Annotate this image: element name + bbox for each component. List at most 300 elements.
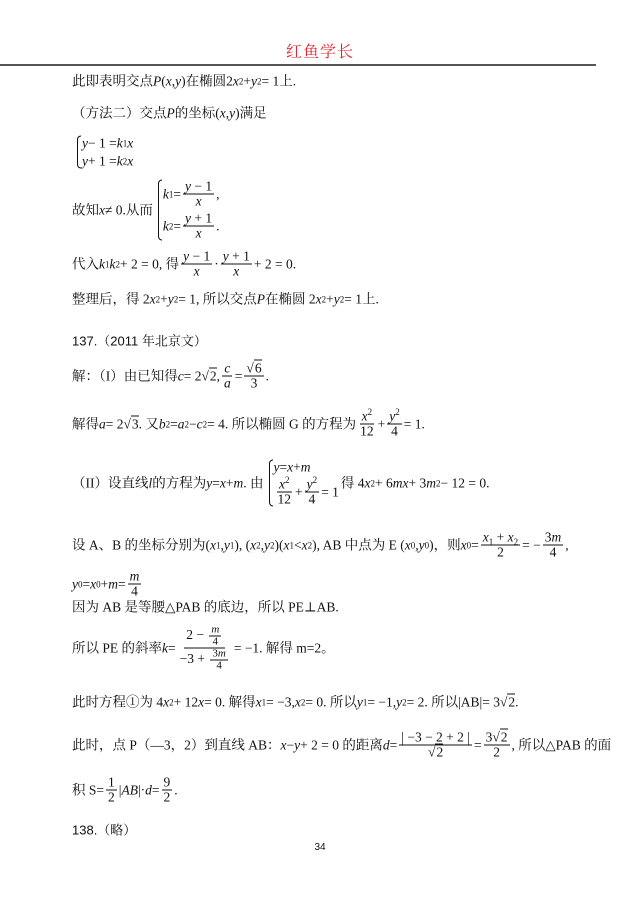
text-line: 此时方程①为 4 x 2 + 12 x = 0. 解得 x 1 = −3, x 2 = 0. 所以 y 1 = −1, y 2 = 2. 所以|AB|= 3 √2 . — [72, 694, 519, 710]
math-variable: a — [177, 416, 185, 432]
text-run: = — [389, 737, 398, 753]
math-variable: a — [224, 375, 231, 391]
text-line — [72, 823, 136, 838]
denominator — [495, 546, 506, 560]
brace-top — [269, 460, 273, 484]
math-variable: y — [251, 73, 257, 89]
header-title: 红鱼学长 — [285, 44, 354, 61]
denominator — [307, 493, 318, 507]
text-run: )( — [274, 537, 284, 553]
fraction — [387, 407, 402, 439]
equation-system — [266, 460, 339, 507]
text-run: , — [171, 73, 176, 89]
text-run: = — [118, 576, 126, 592]
text-run: , — [220, 537, 224, 553]
fraction — [183, 180, 214, 209]
fraction — [484, 731, 510, 760]
math-variable: m — [426, 475, 437, 491]
text-run: 故知 — [72, 202, 99, 218]
text-run: = — [173, 218, 182, 234]
text-run: 3 — [544, 529, 552, 545]
text-run: = 1上. — [261, 73, 297, 89]
brace-top — [158, 180, 162, 211]
radical-sign: √ — [492, 729, 500, 745]
denominator — [178, 649, 232, 672]
text-run: 4 — [391, 423, 398, 439]
fraction — [399, 731, 472, 760]
square-root — [246, 360, 261, 376]
text-run: , — [260, 537, 264, 553]
brace-bottom — [269, 483, 273, 507]
numerator — [183, 180, 214, 195]
math-variable: y — [306, 476, 313, 492]
math-variable: y — [264, 537, 270, 553]
denominator — [231, 265, 241, 279]
text-run: 4 — [308, 491, 316, 507]
numerator — [162, 776, 173, 791]
text-run: −3 + — [179, 651, 209, 667]
numerator — [387, 407, 402, 425]
text-run: + — [326, 291, 334, 307]
text-run: . — [174, 782, 178, 798]
system-equation: y + 1 = k 2 x — [82, 153, 134, 169]
math-variable: x — [198, 694, 205, 710]
math-variable: k — [109, 256, 116, 272]
math-variable: x — [404, 537, 411, 553]
text-run: | — [118, 782, 122, 798]
text-run: 整理后，得 2 — [72, 291, 150, 307]
text-run: 因为 AB 是等腰△PAB 的底边，所以 PE⊥AB. — [72, 599, 339, 615]
left-brace — [266, 460, 272, 507]
radical-sign: √ — [428, 744, 436, 760]
text-run: )，则 — [429, 537, 461, 553]
text-line — [72, 600, 339, 615]
math-variable: c — [224, 360, 231, 376]
text-run: ), ( — [234, 537, 251, 553]
text-run: − 1 — [189, 248, 211, 264]
text-run: . — [216, 218, 220, 234]
denominator — [491, 746, 502, 760]
text-run: | −3 − 2 + 2 | — [401, 729, 470, 745]
fraction — [481, 531, 520, 560]
page-number: 34 — [314, 842, 326, 853]
denominator — [162, 791, 173, 805]
math-variable: c — [196, 416, 203, 432]
math-variable: mx — [392, 475, 409, 491]
radicand: 3 — [131, 416, 139, 432]
brace-top — [77, 136, 81, 153]
fraction — [305, 475, 320, 507]
text-run: 12 — [277, 491, 292, 507]
system-equation: k 2 = $\frac{y + 1}{x}$ . — [162, 210, 220, 241]
text-line: 代入 k 1 k 2 + 2 = 0, 得 $\frac{y - 1}{x}$ · $\frac{y + 1}{x}$ + 2 = 0. — [72, 248, 297, 279]
math-variable: y — [185, 210, 192, 226]
math-variable: y — [185, 178, 192, 194]
text-line: 解得 a = 2 √3 . 又 b 2 = a 2 − c 2 = 4. 所以椭圆 G 的方程为 $\frac{x^2}{12}$ + $\frac{y^2}{4}$ = 1. — [72, 407, 425, 439]
radical-sign: √ — [123, 416, 131, 432]
radical-sign: √ — [499, 694, 508, 710]
text-run: = −3, — [266, 694, 295, 710]
fraction — [221, 250, 252, 279]
text-run: < — [294, 537, 302, 553]
text-run: 得 4 — [340, 475, 365, 491]
math-variable: k — [162, 218, 169, 234]
math-variable: y — [222, 248, 229, 264]
math-variable: x — [149, 291, 156, 307]
math-variable: x — [163, 694, 170, 710]
fraction — [543, 531, 564, 560]
text-line — [72, 776, 178, 805]
text-run: = 2. 所以|AB|= 3 — [406, 694, 500, 710]
superscript: 2 — [312, 475, 318, 485]
math-variable: y — [333, 291, 340, 307]
equation-system — [155, 180, 220, 241]
denominator — [222, 377, 233, 391]
math-variable: x — [507, 529, 514, 545]
math-variable: y — [206, 475, 213, 491]
math-variable: d — [382, 737, 390, 753]
radicand: 2 — [508, 694, 516, 710]
text-run: 12 — [360, 423, 374, 439]
text-run: − 1 = — [88, 135, 117, 151]
numerator — [481, 531, 520, 546]
text-run: 的方程为 — [152, 475, 207, 491]
text-run: + 2 = 0 的距离 — [300, 737, 383, 753]
numerator — [222, 362, 232, 377]
text-run: , — [415, 537, 419, 553]
text-run: = 1上. — [344, 291, 379, 307]
text-run: = — [279, 459, 288, 475]
fraction — [178, 625, 232, 672]
text-run: 4 — [216, 659, 222, 672]
text-run: + — [295, 484, 303, 500]
math-variable: b — [158, 416, 166, 432]
math-variable: m — [217, 647, 226, 660]
numerator — [305, 475, 320, 493]
text-run: − — [189, 416, 197, 432]
text-run: 2 — [108, 789, 115, 805]
text-line: 整理后，得 2 x 2 + y 2 = 1, 所以交点 P 在椭圆 2 x 2 + y 2 = 1上. — [72, 291, 379, 307]
math-variable: x — [232, 73, 239, 89]
text-run: = 2 — [105, 416, 124, 432]
system-equation — [274, 460, 339, 475]
square-root — [202, 369, 217, 384]
text-run: |· — [137, 782, 146, 798]
text-run: + — [493, 529, 508, 545]
math-variable: x — [364, 475, 371, 491]
text-run: . — [515, 694, 519, 710]
math-variable: x — [127, 153, 134, 169]
denominator — [276, 493, 294, 507]
text-line — [72, 334, 207, 349]
brace-bottom — [77, 152, 81, 169]
text-run: + 6 — [375, 475, 393, 491]
numerator — [106, 776, 117, 791]
text-run: 2 − — [186, 627, 208, 643]
text-run: （方法二）交点 — [72, 105, 167, 121]
math-variable: m — [233, 475, 244, 491]
text-run: 代入 — [72, 256, 99, 272]
text-run: ≠ 0.从而 — [105, 202, 153, 218]
text-run: = −1. 解得 m=2。 — [233, 640, 335, 656]
text-run: 9 — [163, 774, 171, 790]
math-variable: x — [195, 193, 202, 209]
numerator — [244, 362, 263, 377]
text-run: = — [173, 186, 182, 202]
math-variable: k — [162, 640, 169, 656]
problem-number: 138.（略） — [72, 822, 137, 838]
math-variable: x — [361, 408, 368, 424]
numerator — [484, 731, 510, 746]
math-variable: x — [287, 459, 294, 475]
text-run: + 1 = — [88, 153, 117, 169]
text-run: − 1 — [191, 178, 213, 194]
header-rule — [0, 64, 596, 66]
text-line — [72, 106, 267, 121]
math-variable: x — [294, 694, 301, 710]
math-variable: x — [482, 529, 489, 545]
math-variable: m — [108, 576, 118, 592]
square-root — [492, 729, 507, 745]
radical-sign: √ — [246, 360, 254, 376]
math-variable: a — [99, 416, 106, 432]
text-line: （II）设直线 l 的方程为 y = x + m . 由 y = x + m $\frac{x^2}{12}$ + $\frac{y^2}{4}$ = 1 得 4 x 2 + 6 mx + 3 m 2 − 12 = 0. — [72, 459, 490, 507]
text-run: 设 A、B 的坐标分别为( — [72, 537, 210, 553]
math-variable: y — [223, 537, 230, 553]
text-run: = — [168, 640, 176, 656]
subscript: 1 — [488, 537, 494, 548]
text-run: = 4. 所以椭圆 G 的方程为 — [207, 416, 357, 432]
math-variable: y — [418, 537, 425, 553]
numerator — [221, 250, 252, 265]
math-variable: x — [219, 475, 226, 491]
math-variable: x — [279, 476, 286, 492]
math-variable: y — [294, 737, 301, 753]
text-run: )满足 — [235, 105, 267, 121]
math-variable: y — [82, 135, 88, 151]
math-variable: x — [255, 694, 262, 710]
text-run: , — [225, 105, 230, 121]
text-run: = −1, — [367, 694, 397, 710]
radicand: 6 — [254, 360, 262, 376]
text-run: − — [286, 737, 295, 753]
denominator — [249, 377, 260, 391]
math-variable: x — [210, 537, 216, 553]
text-run: 2 — [493, 744, 500, 760]
math-variable: y — [183, 248, 190, 264]
fraction — [183, 212, 214, 241]
math-variable: y — [82, 153, 88, 169]
denominator — [192, 265, 202, 279]
math-variable: x — [99, 202, 105, 218]
left-brace — [74, 136, 80, 169]
equation-system — [74, 136, 133, 169]
left-brace — [155, 180, 161, 241]
math-variable: m — [211, 623, 220, 636]
system-equation: k 1 = $\frac{y - 1}{x}$ , — [162, 178, 220, 209]
text-line — [72, 180, 222, 241]
square-root — [500, 695, 515, 710]
text-run: + — [377, 416, 386, 432]
math-variable: m — [300, 459, 311, 475]
text-run: 3 — [485, 729, 493, 745]
text-run: 解得 — [72, 416, 99, 432]
text-run: = 0. 解得 — [204, 694, 256, 710]
text-run: 3 — [250, 375, 258, 391]
system-rows — [82, 136, 133, 169]
text-run: = — [170, 416, 178, 432]
text-line — [72, 731, 611, 760]
math-variable: x — [219, 105, 226, 121]
subscript: 2 — [513, 537, 519, 548]
math-variable: x — [280, 737, 287, 753]
text-run: ), AB 中点为 E ( — [312, 537, 405, 553]
math-variable: x — [195, 225, 202, 241]
radicand: 2 — [436, 744, 444, 760]
text-run: . — [265, 368, 269, 384]
text-run: 3 — [212, 647, 218, 660]
system-rows — [163, 180, 220, 241]
math-variable: y — [396, 694, 403, 710]
math-variable: x — [460, 537, 467, 553]
text-run: 积 S= — [72, 782, 104, 798]
math-variable: l — [148, 475, 153, 491]
denominator — [211, 637, 221, 648]
text-run: 2 — [497, 544, 504, 560]
math-variable: y — [273, 459, 280, 475]
denominator — [389, 425, 400, 439]
text-run: . 由 — [243, 475, 264, 491]
text-run: 2 — [163, 789, 171, 805]
math-variable: x — [301, 537, 308, 553]
text-line — [72, 625, 335, 672]
text-run: 在椭圆 2 — [265, 291, 316, 307]
text-run: = — [212, 475, 220, 491]
fraction — [276, 475, 294, 507]
math-variable: k — [162, 186, 169, 202]
math-variable: AB — [121, 782, 138, 798]
text-run: 4 — [549, 544, 557, 560]
math-variable: d — [145, 782, 152, 798]
text-run: , — [216, 186, 220, 202]
numerator — [277, 475, 292, 493]
math-variable: x — [315, 291, 322, 307]
text-run: )在椭圆2 — [181, 73, 233, 89]
text-line: y 0 = x 0 + m = $\frac{m}{4}$ — [72, 568, 140, 599]
math-variable: y — [229, 105, 236, 121]
superscript: 2 — [395, 407, 400, 417]
text-run: + 2 = 0, 得 — [120, 256, 180, 272]
superscript: 2 — [367, 407, 373, 417]
text-run: 此时，点 P（—3，2）到直线 AB： — [72, 737, 281, 753]
numerator — [543, 531, 564, 546]
math-variable: k — [99, 256, 105, 272]
fraction — [162, 776, 173, 805]
fraction — [106, 776, 117, 805]
text-run: + — [225, 475, 234, 491]
math-variable: y — [167, 291, 174, 307]
fraction — [358, 407, 376, 439]
text-run: · — [214, 256, 219, 272]
text-run: + — [160, 291, 168, 307]
text-run: 4 — [131, 583, 138, 599]
numerator — [183, 212, 214, 227]
system-rows — [274, 460, 339, 507]
text-run: 1 — [108, 774, 115, 790]
text-run: = — [474, 737, 482, 753]
text-line: 设 A、B 的坐标分别为( x 1 , y 1 ), ( x 2 , y 2 )( x 1 < x 2 ), AB 中点为 E ( x 0 , y 0 )，则 x 0 = $\frac{x_1 + x_2}{2}$ = − $\frac{3m}{4}$ , — [72, 529, 569, 560]
math-variable: y — [356, 694, 363, 710]
numerator — [128, 570, 142, 585]
denominator — [194, 227, 204, 241]
text-run: ( — [161, 73, 166, 89]
text-run: + — [293, 459, 301, 475]
math-variable: P — [166, 105, 175, 121]
denominator — [358, 425, 376, 439]
system-equation — [274, 475, 339, 507]
math-variable: y — [175, 73, 182, 89]
brace-bottom — [158, 210, 162, 241]
text-line — [72, 136, 135, 169]
text-run: + — [100, 576, 109, 592]
fraction — [244, 362, 263, 391]
math-variable: m — [129, 568, 140, 584]
denominator — [194, 195, 204, 209]
text-run: 的坐标( — [174, 105, 220, 121]
text-run: + 12 — [173, 694, 199, 710]
denominator — [214, 661, 224, 672]
text-run: + 1 — [191, 210, 213, 226]
math-variable: k — [116, 153, 123, 169]
math-variable: m — [551, 529, 562, 545]
text-run: = — [82, 576, 91, 592]
text-run: + — [243, 73, 251, 89]
text-run: 此时方程①为 4 — [72, 694, 164, 710]
fraction — [222, 362, 233, 391]
fraction — [210, 649, 227, 672]
denominator — [129, 585, 140, 599]
text-run: （II）设直线 — [72, 475, 149, 491]
text-run: 此即表明交点 — [72, 73, 153, 89]
numerator — [360, 407, 375, 425]
fraction — [128, 570, 142, 599]
text-run: , 所以△PAB 的面 — [511, 737, 612, 753]
text-run: , — [565, 537, 569, 553]
radicand: 2 — [500, 729, 508, 745]
text-run: + 1 — [228, 248, 250, 264]
system-equation: y − 1 = k 1 x — [82, 135, 134, 151]
math-variable: P — [153, 73, 162, 89]
fraction — [209, 625, 221, 648]
math-variable: x — [165, 73, 172, 89]
math-variable: x — [127, 135, 134, 151]
text-run: = − — [522, 537, 541, 553]
text-run: = — [234, 368, 243, 384]
text-run: = 1 — [321, 484, 339, 500]
math-variable: c — [177, 368, 184, 384]
denominator — [426, 746, 445, 760]
math-variable: y — [72, 576, 78, 592]
math-variable: P — [256, 291, 265, 307]
text-line — [72, 362, 269, 391]
text-line: 此即表明交点 P ( x , y )在椭圆2 x 2 + y 2 = 1上. — [72, 73, 297, 89]
text-run: + 2 = 0. — [253, 256, 297, 272]
square-root — [124, 417, 139, 432]
text-run: = 0. 所以 — [305, 694, 357, 710]
text-run: 4 — [212, 635, 219, 648]
problem-number: 137.（2011 年北京文） — [72, 333, 207, 349]
text-run: , — [216, 368, 221, 384]
